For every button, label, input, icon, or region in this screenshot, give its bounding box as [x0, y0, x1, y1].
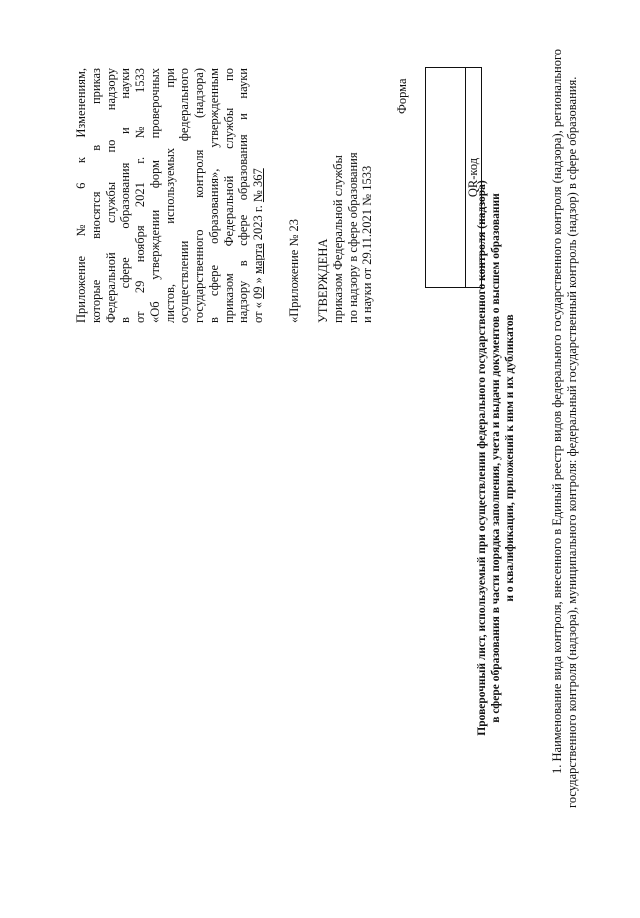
appendix-line: которые вносятся в приказ — [88, 68, 103, 323]
approval-block — [316, 68, 375, 323]
control-type-paragraph — [550, 48, 580, 808]
date-month: марта — [251, 243, 265, 274]
document-title — [476, 138, 517, 778]
title-line: Проверочный лист, используемый при осуществлении федерального государственного контроля (надзора) — [476, 180, 488, 736]
appendix-line: приказом Федеральной службы по — [221, 68, 236, 323]
title-line: и о квалификации, приложений к ним и их дубликатов — [503, 314, 516, 602]
title-line: в сфере образования в части порядка заполнения, учета и выдачи документов о высшем образовании — [489, 193, 502, 723]
approval-heading: УТВЕРЖДЕНА — [316, 238, 330, 323]
form-label: Форма — [395, 78, 409, 114]
qr-code-box — [425, 67, 482, 288]
appendix-line: государственного контроля (надзора) — [192, 68, 206, 323]
order-number: № 367 — [251, 168, 265, 203]
date-separator: » — [251, 273, 265, 287]
approval-line: приказом Федеральной службы — [330, 155, 345, 323]
paragraph-line: 1. Наименование вида контроля, внесенного в Единый реестр видов федерального государственного контроля (надзора), регионального — [550, 48, 564, 774]
appendix-line: Федеральной службы по надзору — [103, 68, 118, 323]
appendix-line: Приложение № 6 к Изменениям, — [74, 68, 88, 323]
date-day: 09 — [251, 286, 265, 299]
appendix-line: осуществлении федерального — [177, 68, 192, 323]
date-prefix: от « — [251, 298, 265, 323]
appendix-line: от 29 ноября 2021 г. № 1533 — [133, 68, 147, 323]
appendix-header-block — [74, 68, 266, 323]
qr-code-label: QR-код — [465, 68, 481, 287]
appendix-line: в сфере образования и науки — [118, 68, 133, 323]
appendix-date-line — [251, 68, 266, 323]
date-year: 2023 г. — [251, 202, 265, 244]
appendix-reference: «Приложение № 23 — [287, 218, 301, 323]
paragraph-line: государственного контроля (надзора), муниципального контроля: федеральный государственный контроль (надзор) в сфере образования. — [565, 76, 579, 808]
appendix-line: в сфере образования», утвержденным — [206, 68, 221, 323]
approval-line: по надзору в сфере образования — [345, 152, 360, 323]
appendix-line: «Об утверждении форм проверочных — [147, 68, 162, 323]
appendix-line: надзору в сфере образования и науки — [236, 68, 251, 323]
appendix-line: листов, используемых при — [162, 68, 177, 323]
approval-line: и науки от 29.11.2021 № 1533 — [360, 165, 375, 323]
